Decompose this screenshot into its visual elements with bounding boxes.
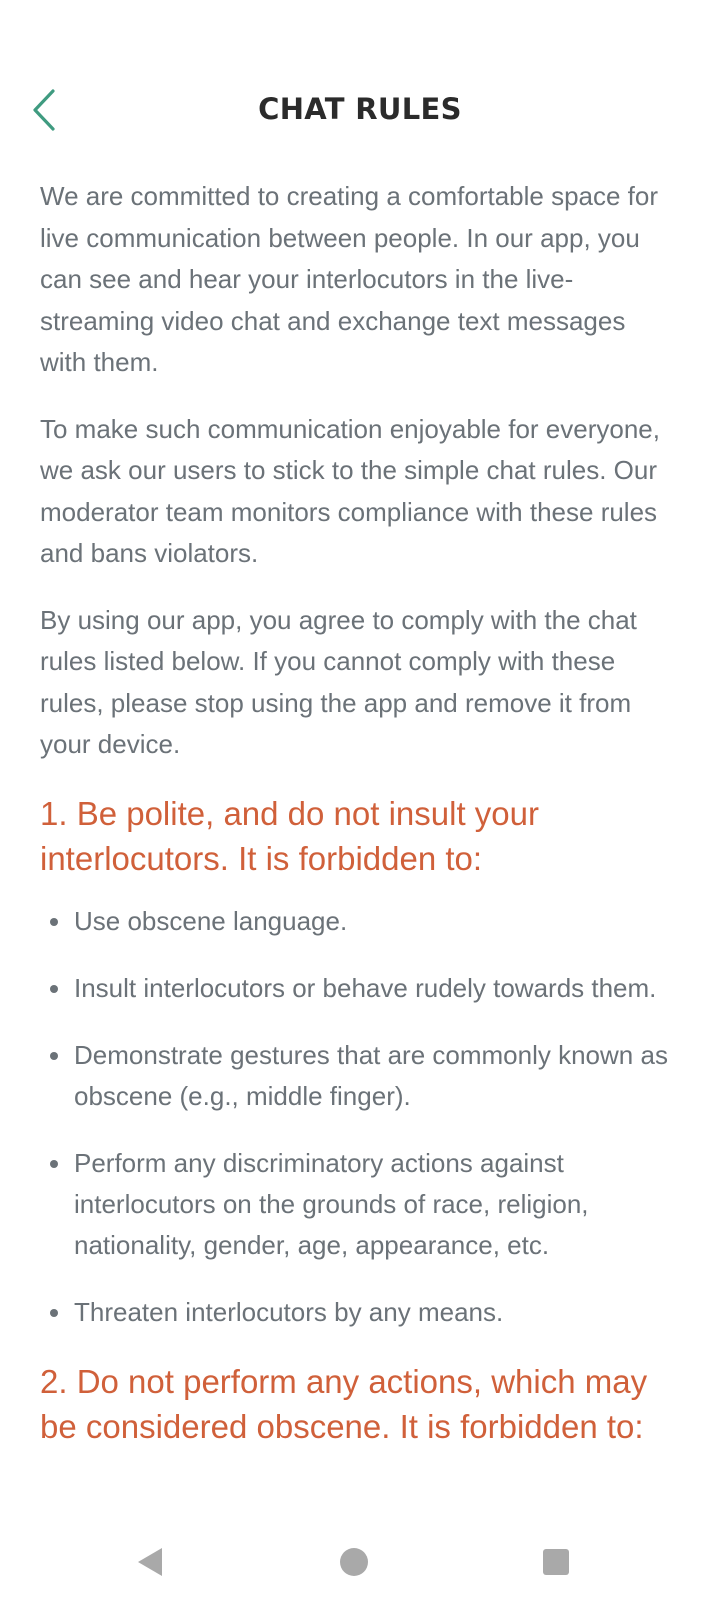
section-heading: 2. Do not perform any actions, which may be considered obscene. It is forbidden to: bbox=[40, 1362, 648, 1445]
app-header bbox=[0, 78, 720, 142]
list-item: Demonstrate gestures that are commonly known as obscene (e.g., middle finger). bbox=[40, 1035, 676, 1117]
list-item: Perform any discriminatory actions against interlocutors on the grounds of race, religion, nationality, gender, age, appearance, etc. bbox=[40, 1143, 676, 1266]
intro-paragraph: To make such communication enjoyable for everyone, we ask our users to stick to the simple chat rules. Our moderator team monitors compliance with these rules and bans violators. bbox=[40, 413, 660, 568]
rules-content bbox=[40, 176, 676, 1469]
nav-back-button[interactable] bbox=[122, 1534, 178, 1590]
circle-home-icon bbox=[336, 1544, 372, 1580]
nav-recents-button[interactable] bbox=[528, 1534, 584, 1590]
list-item: Use obscene language. bbox=[40, 901, 676, 942]
square-recents-icon bbox=[538, 1544, 574, 1580]
list-item: Threaten interlocutors by any means. bbox=[40, 1292, 676, 1333]
intro-paragraph: By using our app, you agree to comply with the chat rules listed below. If you cannot comply with these rules, please stop using the app and remove it from your device. bbox=[40, 604, 637, 759]
nav-home-button[interactable] bbox=[326, 1534, 382, 1590]
section-heading: 1. Be polite, and do not insult your interlocutors. It is forbidden to: bbox=[40, 794, 539, 877]
intro-paragraph: We are committed to creating a comfortable space for live communication between people. In our app, you can see and hear your interlocutors in the live-streaming video chat and exchange text messages with them. bbox=[40, 181, 659, 377]
system-navigation-bar bbox=[0, 1524, 720, 1600]
rule-list bbox=[40, 901, 676, 1333]
triangle-back-icon bbox=[132, 1544, 168, 1580]
page-title: CHAT RULES bbox=[258, 92, 462, 126]
list-item: Insult interlocutors or behave rudely towards them. bbox=[40, 968, 676, 1009]
